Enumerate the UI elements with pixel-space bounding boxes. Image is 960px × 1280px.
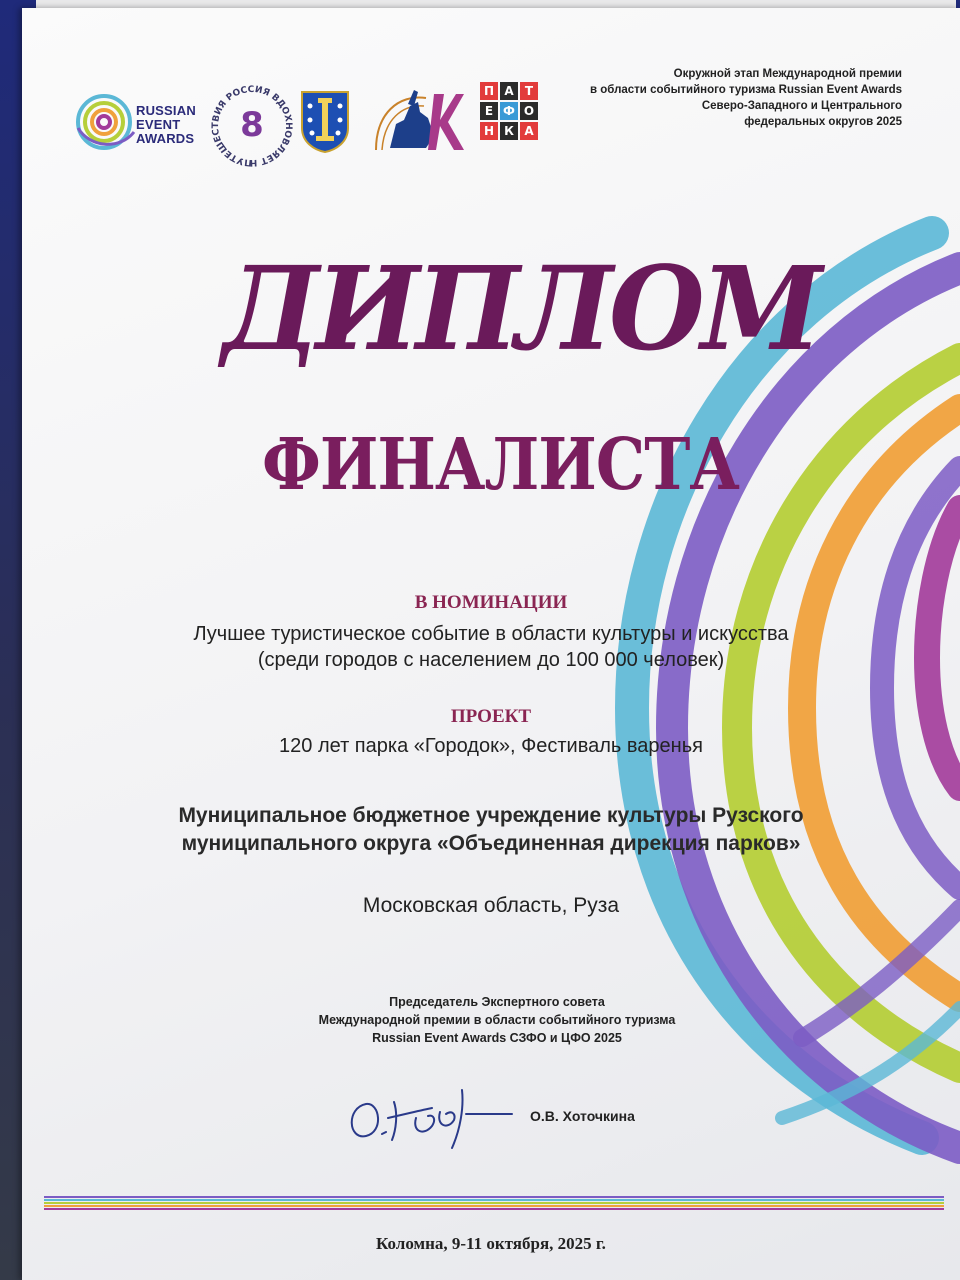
- chair-line: Международной премии в области событийного туризма: [318, 1013, 676, 1027]
- header-line: в области событийного туризма Russian Event Awards: [589, 84, 902, 96]
- coat-of-arms-icon: [298, 88, 352, 154]
- project-name: 120 лет парка «Городок», Фестиваль варенья: [279, 735, 703, 757]
- header-event-text: [562, 66, 902, 130]
- nomination-line-1: Лучшее туристическое событие в области культуры и искусства: [193, 623, 789, 645]
- travel-logo-ring-text: ПУТЕШЕСТВИЯ РОССИЯ ВДОХНОВЛЯЕТ Н: [211, 84, 294, 168]
- rea-logo-text: [136, 104, 196, 146]
- rea-line-event: EVENT: [136, 117, 181, 132]
- handwritten-signature: [336, 1074, 526, 1154]
- chair-line: Russian Event Awards СЗФО и ЦФО 2025: [372, 1031, 622, 1045]
- chair-line: Председатель Экспертного совета: [389, 995, 605, 1009]
- patefonka-letter: А: [520, 122, 538, 140]
- decorative-stripe: [44, 1196, 944, 1210]
- russian-event-awards-logo: [70, 88, 220, 158]
- footer-place-date: Коломна, 9-11 октября, 2025 г.: [376, 1234, 606, 1253]
- signer-name: О.В. Хоточкина: [530, 1108, 635, 1124]
- travel-logo-numeral: 8: [240, 105, 264, 145]
- diploma-title-text: ДИПЛОМ: [222, 240, 819, 377]
- header-line: Северо-Западного и Центрального: [701, 100, 902, 112]
- diploma-title: [222, 240, 819, 384]
- patefonka-letter: А: [500, 82, 518, 100]
- patefonka-letter: О: [520, 102, 538, 120]
- organization-line-2: муниципального округа «Объединенная дирекция парков»: [181, 832, 801, 855]
- expert-council-chair: [262, 993, 732, 1047]
- patefonka-letter: Ф: [500, 102, 518, 120]
- patefonka-letter: Н: [480, 122, 498, 140]
- diploma-subtitle: ФИНАЛИСТА: [262, 422, 739, 507]
- header-line: федеральных округов 2025: [744, 116, 902, 128]
- patefonka-letter: Т: [520, 82, 538, 100]
- spiral-icon: [70, 88, 140, 158]
- header-line: Окружной этап Международной премии: [673, 68, 902, 80]
- rea-line-russian: RUSSIAN: [136, 103, 196, 118]
- diploma-sheet: [22, 8, 960, 1280]
- nomination-line-2: (среди городов с населением до 100 000 человек): [257, 649, 725, 671]
- travel-inspires-logo: [202, 80, 302, 170]
- monument-icon: [368, 84, 468, 154]
- location: Московская область, Руза: [362, 894, 620, 917]
- patefonka-logo: [478, 80, 544, 146]
- nomination-label: В НОМИНАЦИИ: [414, 592, 568, 613]
- project-label: ПРОЕКТ: [450, 706, 532, 727]
- patefonka-letter: К: [500, 122, 518, 140]
- patefonka-letter: Е: [480, 102, 498, 120]
- organization-line-1: Муниципальное бюджетное учреждение культуры Рузского: [178, 804, 804, 827]
- rea-line-awards: AWARDS: [136, 131, 195, 146]
- patefonka-letter: П: [480, 82, 498, 100]
